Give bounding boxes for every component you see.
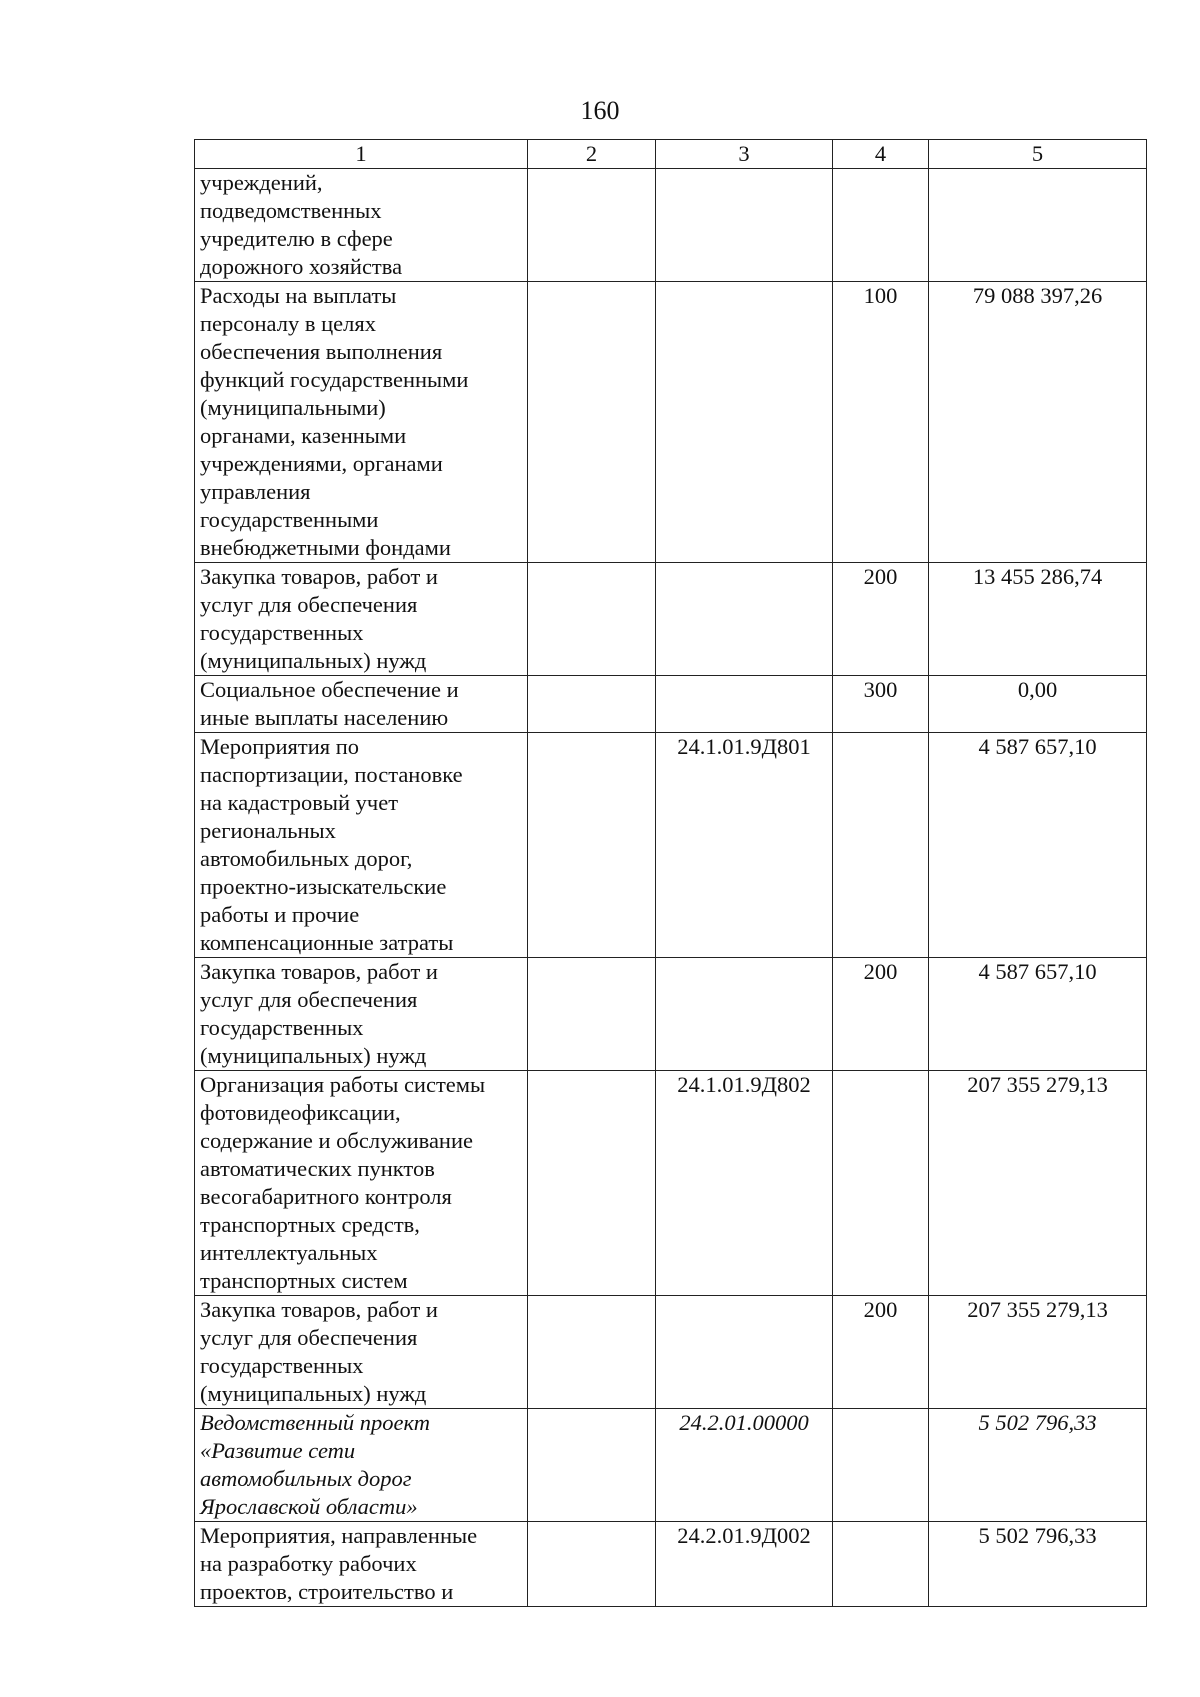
row-amount-cell: 207 355 279,13 <box>929 1296 1147 1409</box>
row-expense-type-cell <box>833 1409 929 1522</box>
row-section-cell <box>528 1409 656 1522</box>
row-target-article-cell: 24.1.01.9Д802 <box>656 1071 833 1296</box>
table-row <box>195 563 1147 676</box>
row-target-article-cell: 24.1.01.9Д801 <box>656 733 833 958</box>
row-name-cell: Закупка товаров, работ и услуг для обеспечения государственных (муниципальных) нужд <box>195 1296 528 1409</box>
row-expense-type-cell <box>833 1071 929 1296</box>
row-name-cell: Закупка товаров, работ и услуг для обеспечения государственных (муниципальных) нужд <box>195 958 528 1071</box>
row-target-article-cell <box>656 958 833 1071</box>
row-expense-type-cell: 200 <box>833 1296 929 1409</box>
row-name-cell: Мероприятия по паспортизации, постановке на кадастровый учет региональных автомобильных дорог, проектно-изыскательские работы и прочие компенсационные затраты <box>195 733 528 958</box>
column-header-4: 4 <box>833 140 929 169</box>
table-body <box>195 169 1147 1607</box>
row-target-article-cell <box>656 563 833 676</box>
row-section-cell <box>528 282 656 563</box>
table-row <box>195 169 1147 282</box>
column-header-1: 1 <box>195 140 528 169</box>
row-amount-cell: 5 502 796,33 <box>929 1522 1147 1607</box>
column-header-2: 2 <box>528 140 656 169</box>
budget-table <box>194 139 1147 1607</box>
row-section-cell <box>528 958 656 1071</box>
row-expense-type-cell: 200 <box>833 563 929 676</box>
row-expense-type-cell: 100 <box>833 282 929 563</box>
row-amount-cell: 4 587 657,10 <box>929 733 1147 958</box>
row-name-cell: Закупка товаров, работ и услуг для обеспечения государственных (муниципальных) нужд <box>195 563 528 676</box>
table-row <box>195 958 1147 1071</box>
row-section-cell <box>528 169 656 282</box>
column-number-row <box>195 140 1147 169</box>
table-row <box>195 733 1147 958</box>
row-name-cell: Ведомственный проект «Развитие сети автомобильных дорог Ярославской области» <box>195 1409 528 1522</box>
table-row <box>195 1522 1147 1607</box>
table-row <box>195 282 1147 563</box>
column-header-5: 5 <box>929 140 1147 169</box>
row-amount-cell: 5 502 796,33 <box>929 1409 1147 1522</box>
row-name-cell: Мероприятия, направленные на разработку рабочих проектов, строительство и <box>195 1522 528 1607</box>
row-target-article-cell: 24.2.01.9Д002 <box>656 1522 833 1607</box>
row-section-cell <box>528 1522 656 1607</box>
row-target-article-cell <box>656 282 833 563</box>
row-amount-cell: 207 355 279,13 <box>929 1071 1147 1296</box>
row-target-article-cell <box>656 676 833 733</box>
row-expense-type-cell: 300 <box>833 676 929 733</box>
table-row <box>195 676 1147 733</box>
row-name-cell: Социальное обеспечение и иные выплаты населению <box>195 676 528 733</box>
column-header-3: 3 <box>656 140 833 169</box>
row-section-cell <box>528 563 656 676</box>
page-number: 160 <box>580 96 620 125</box>
row-amount-cell: 13 455 286,74 <box>929 563 1147 676</box>
row-section-cell <box>528 1296 656 1409</box>
row-target-article-cell <box>656 169 833 282</box>
table-row <box>195 1409 1147 1522</box>
row-target-article-cell <box>656 1296 833 1409</box>
row-amount-cell <box>929 169 1147 282</box>
row-name-cell: Организация работы системы фотовидеофиксации, содержание и обслуживание автоматических пунктов весогабаритного контроля транспортных средств, интеллектуальных транспортных систем <box>195 1071 528 1296</box>
row-expense-type-cell: 200 <box>833 958 929 1071</box>
row-target-article-cell: 24.2.01.00000 <box>656 1409 833 1522</box>
row-section-cell <box>528 676 656 733</box>
row-expense-type-cell <box>833 169 929 282</box>
table-row <box>195 1071 1147 1296</box>
row-name-cell: учреждений, подведомственных учредителю в сфере дорожного хозяйства <box>195 169 528 282</box>
table-row <box>195 1296 1147 1409</box>
row-expense-type-cell <box>833 733 929 958</box>
row-expense-type-cell <box>833 1522 929 1607</box>
row-amount-cell: 79 088 397,26 <box>929 282 1147 563</box>
row-section-cell <box>528 733 656 958</box>
row-name-cell: Расходы на выплаты персоналу в целях обеспечения выполнения функций государственными (муниципальными) органами, казенными учреждениями, органами управления государственными внебюджетными фондами <box>195 282 528 563</box>
row-amount-cell: 4 587 657,10 <box>929 958 1147 1071</box>
row-amount-cell: 0,00 <box>929 676 1147 733</box>
row-section-cell <box>528 1071 656 1296</box>
